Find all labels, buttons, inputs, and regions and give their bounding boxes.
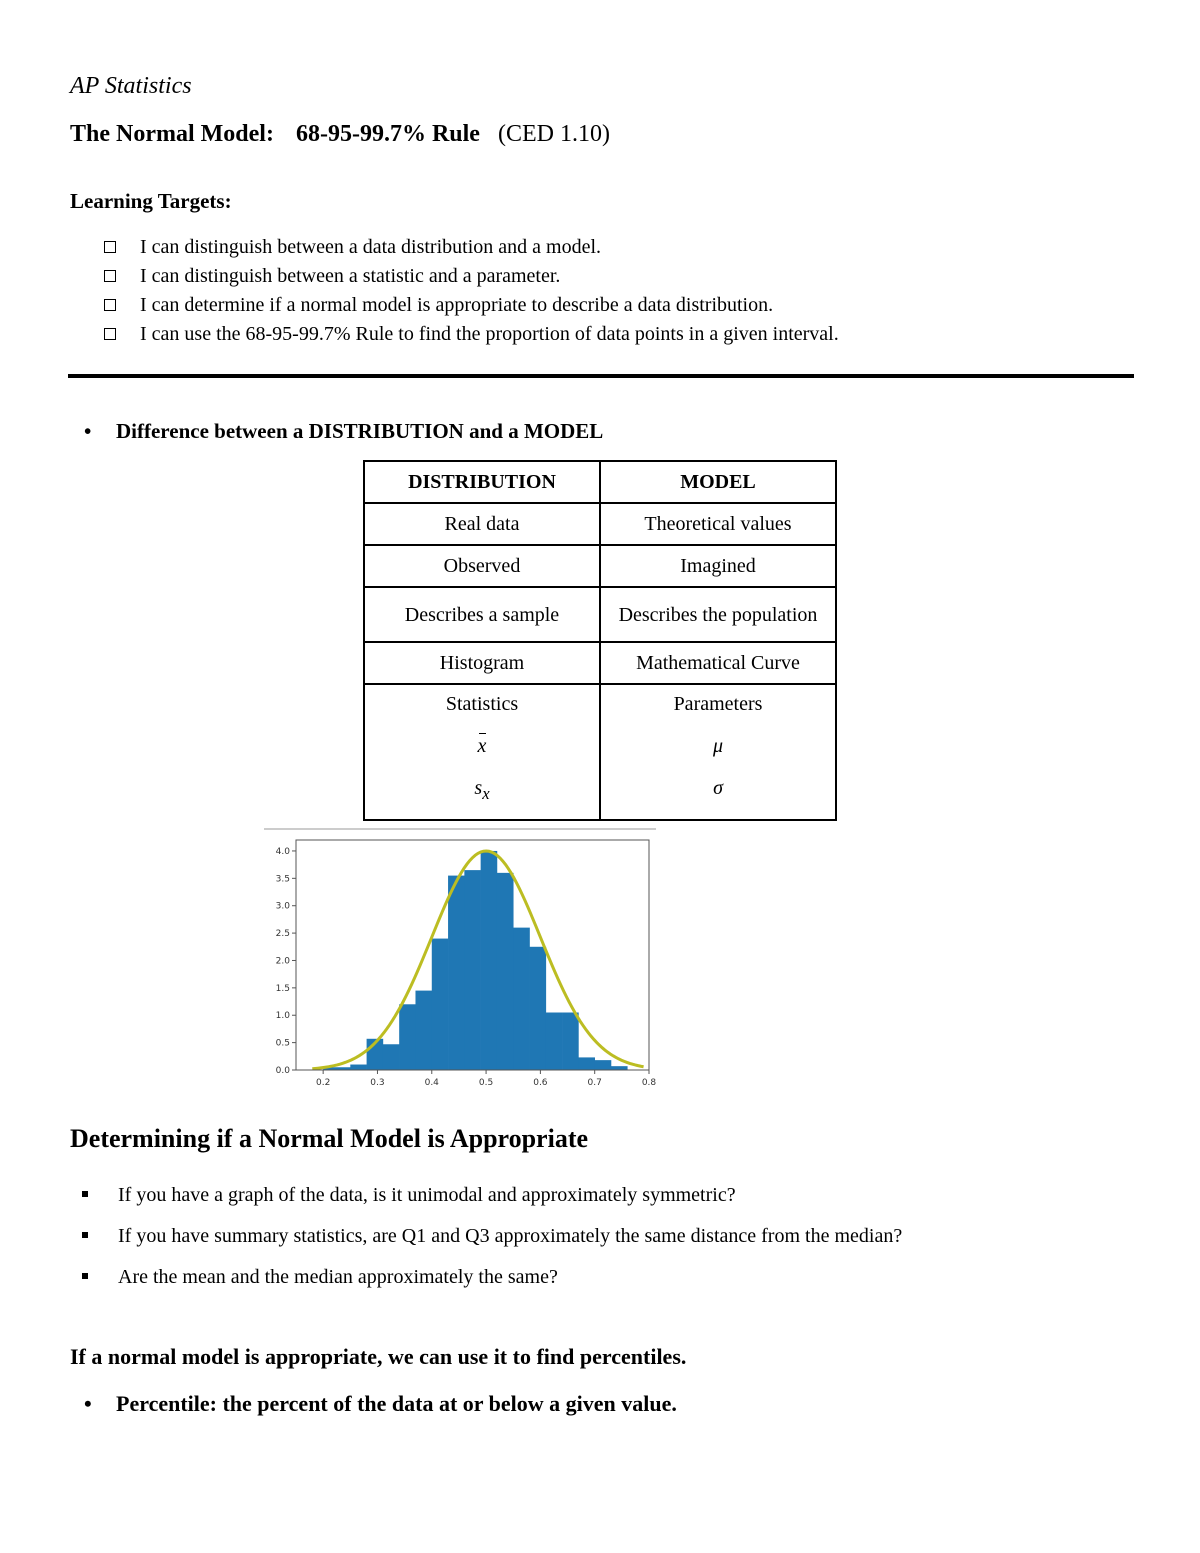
x-tick-label: 0.4 [424, 1078, 439, 1088]
table-cell [364, 684, 600, 820]
course-name: AP Statistics [70, 73, 192, 99]
y-tick-label: 4.0 [275, 846, 290, 857]
page-title [70, 121, 610, 148]
learning-target: I can distinguish between a statistic and a parameter. [104, 261, 839, 290]
bullet-icon: • [84, 1391, 92, 1416]
square-bullet-icon [82, 1273, 88, 1279]
histogram-bar [497, 873, 514, 1070]
x-tick-label: 0.3 [370, 1078, 385, 1088]
y-tick-label: 1.5 [275, 983, 290, 994]
table-cell [600, 684, 836, 820]
histogram-bar [546, 1013, 563, 1071]
section-divider [68, 374, 1134, 378]
table-cell: Observed [364, 545, 600, 587]
learning-targets-heading: Learning Targets: [70, 189, 232, 213]
histogram-bar [481, 851, 498, 1070]
square-bullet-icon [82, 1232, 88, 1238]
square-bullet-icon [82, 1191, 88, 1197]
histogram-chart [262, 826, 658, 1095]
histogram-bars [323, 851, 627, 1070]
histogram-bar [464, 870, 481, 1070]
y-tick-label: 0.0 [275, 1066, 290, 1076]
title-main: The Normal Model: [70, 121, 274, 147]
table-cell: Describes a sample [364, 587, 600, 642]
chart-svg [262, 826, 658, 1090]
distribution-model-table [363, 460, 837, 821]
list-item: If you have summary statistics, are Q1 and Q3 approximately the same distance from the median? [78, 1222, 902, 1263]
y-tick-label: 1.0 [275, 1011, 290, 1022]
learning-target: I can distinguish between a data distribution and a model. [104, 232, 839, 261]
histogram-bar [432, 939, 449, 1070]
learning-targets-list [104, 232, 839, 348]
histogram-bar [530, 947, 547, 1070]
table-row [364, 642, 836, 684]
histogram-bar [611, 1066, 628, 1070]
x-axis-ticks [316, 1070, 656, 1088]
table-cell: Imagined [600, 545, 836, 587]
normal-check-list [78, 1181, 902, 1304]
sample-mean-symbol: x [365, 731, 599, 773]
sample-sd-symbol: $s_x$ [474, 777, 490, 803]
table-cell: Mathematical Curve [600, 642, 836, 684]
y-tick-label: 3.0 [275, 901, 290, 912]
header-model: MODEL [600, 461, 836, 503]
learning-target: I can use the 68-95-99.7% Rule to find the proportion of data points in a given interval. [104, 319, 839, 348]
table-row-symbols [364, 684, 836, 820]
checkbox-icon[interactable] [104, 328, 116, 340]
histogram-bar [383, 1044, 400, 1070]
percentile-definition: • Percentile: the percent of the data at or below a given value. [84, 1391, 677, 1416]
histogram-bar [513, 928, 530, 1070]
table-row [364, 545, 836, 587]
checkbox-icon[interactable] [104, 270, 116, 282]
table-cell: Histogram [364, 642, 600, 684]
y-axis-ticks [276, 847, 296, 1076]
table-cell: Theoretical values [600, 503, 836, 545]
y-tick-label: 2.0 [275, 956, 290, 967]
histogram-bar [399, 1004, 416, 1070]
y-tick-label: 0.5 [275, 1038, 290, 1049]
title-rule: 68-95-99.7% Rule [295, 121, 480, 147]
list-item: If you have a graph of the data, is it unimodal and approximately symmetric? [78, 1181, 902, 1222]
table-header-row [364, 461, 836, 503]
bullet-icon: • [84, 419, 92, 443]
x-tick-label: 0.2 [315, 1078, 331, 1088]
y-tick-label: 3.5 [275, 874, 290, 885]
difference-heading: • Difference between a DISTRIBUTION and a MODEL [84, 419, 604, 443]
histogram-bar [578, 1057, 595, 1070]
title-ced: (CED 1.10) [497, 121, 610, 147]
table-row [364, 587, 836, 642]
parameters-label: Parameters [673, 693, 763, 715]
population-sd-symbol: σ [713, 777, 723, 799]
population-mean-symbol: μ [712, 735, 724, 757]
y-tick-label: 2.5 [275, 929, 290, 940]
x-tick-label: 0.5 [478, 1078, 494, 1088]
histogram-bar [415, 991, 432, 1070]
learning-target: I can determine if a normal model is appropriate to describe a data distribution. [104, 290, 839, 319]
percentiles-heading: If a normal model is appropriate, we can use it to find percentiles. [70, 1344, 687, 1369]
statistics-label: Statistics [445, 693, 519, 715]
table-row [364, 503, 836, 545]
x-tick-label: 0.6 [533, 1078, 548, 1088]
histogram-bar [448, 876, 465, 1070]
x-tick-label: 0.8 [641, 1078, 657, 1088]
header-distribution: DISTRIBUTION [364, 461, 600, 503]
x-tick-label: 0.7 [587, 1078, 602, 1088]
normal-check-heading: Determining if a Normal Model is Appropriate [70, 1124, 589, 1153]
checkbox-icon[interactable] [104, 299, 116, 311]
table-cell: Describes the population [600, 587, 836, 642]
histogram-bar [350, 1065, 367, 1070]
table-cell: Real data [364, 503, 600, 545]
histogram-bar [562, 1013, 579, 1071]
checkbox-icon[interactable] [104, 241, 116, 253]
histogram-bar [595, 1060, 612, 1070]
list-item: Are the mean and the median approximately the same? [78, 1263, 902, 1304]
